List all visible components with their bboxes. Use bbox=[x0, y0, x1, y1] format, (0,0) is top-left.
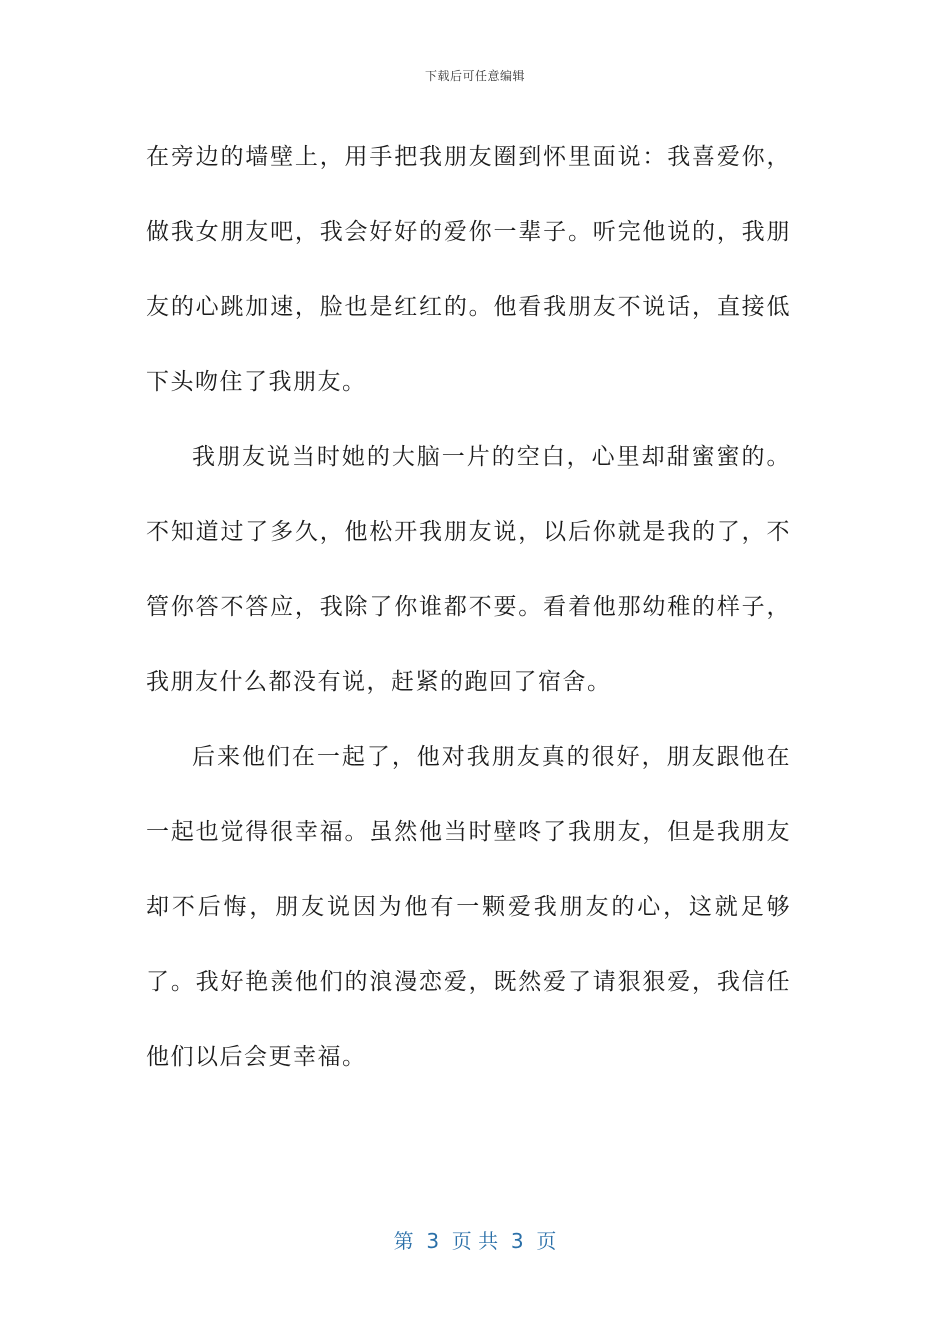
paragraph-3: 后来他们在一起了，他对我朋友真的很好，朋友跟他在一起也觉得很幸福。虽然他当时壁咚了我朋友，但是我朋友却不后悔，朋友说因为他有一颗爱我朋友的心，这就足够了。我好艳羡他们的浪漫恋爱，既然爱了请狠狠爱，我信任他们以后会更幸福。 bbox=[146, 744, 791, 1070]
paragraph-1: 在旁边的墙壁上，用手把我朋友圈到怀里面说：我喜爱你，做我女朋友吧，我会好好的爱你一辈子。听完他说的，我朋友的心跳加速，脸也是红红的。他看我朋友不说话，直接低下头吻住了我朋友。 bbox=[146, 144, 791, 395]
document-body bbox=[146, 120, 791, 1095]
page-header-note: 下载后可任意编辑 bbox=[424, 69, 525, 83]
paragraph-2: 我朋友说当时她的大脑一片的空白，心里却甜蜜蜜的。不知道过了多久，他松开我朋友说，以后你就是我的了，不管你答不答应，我除了你谁都不要。看着他那幼稚的样子，我朋友什么都没有说，赶紧的跑回了宿舍。 bbox=[146, 444, 791, 695]
page-number-footer: 第 3 页 共 3 页 bbox=[393, 1229, 557, 1253]
